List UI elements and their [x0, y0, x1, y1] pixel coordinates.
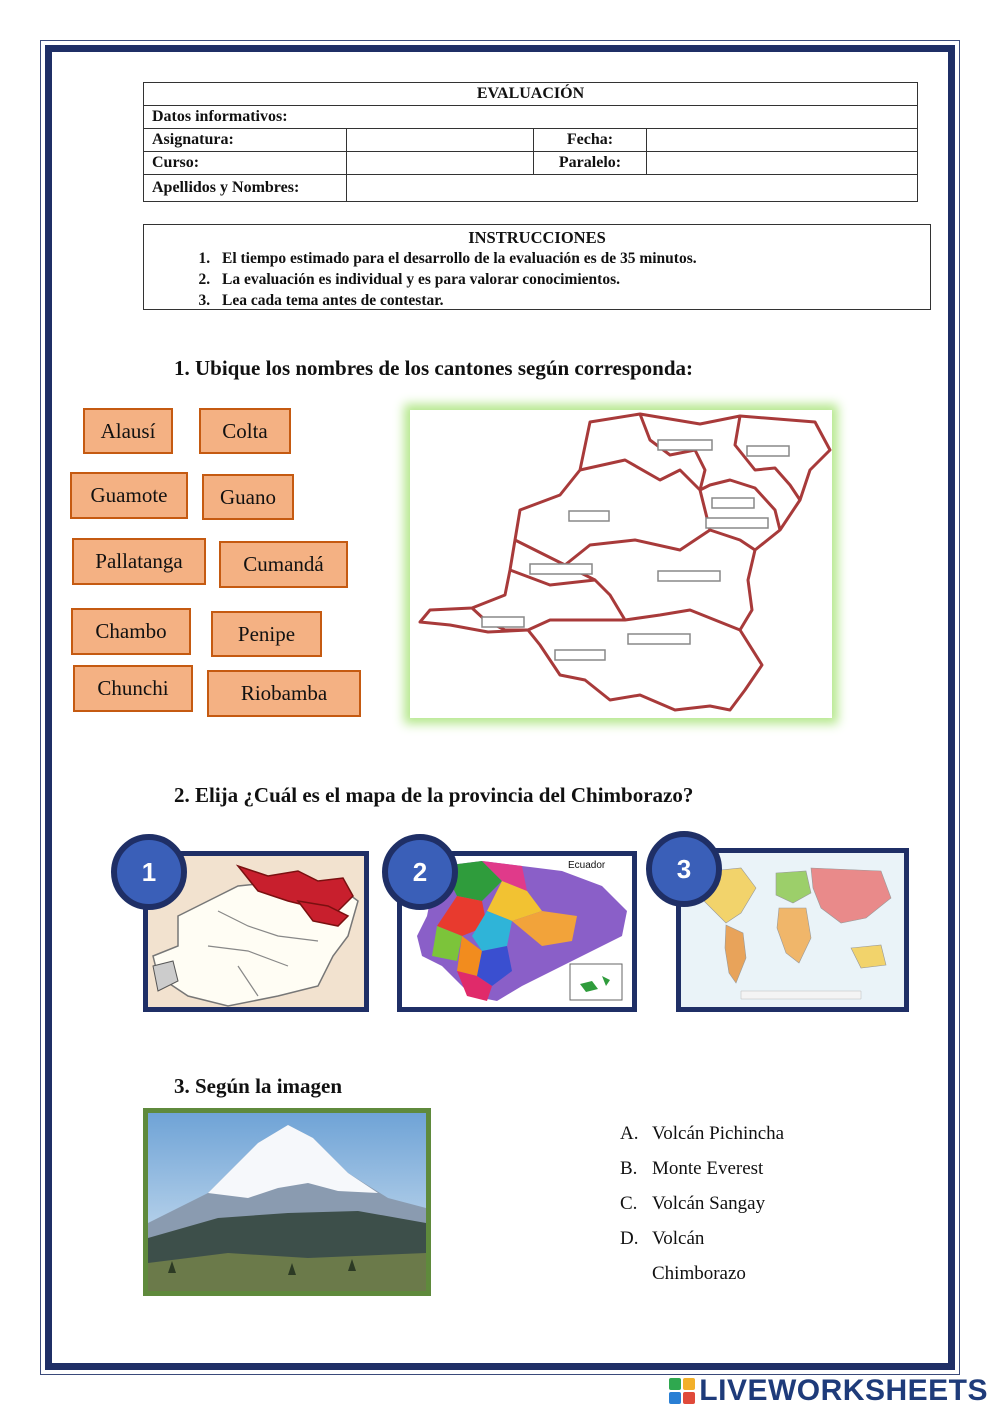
drop-box[interactable] [747, 446, 789, 456]
drop-box[interactable] [482, 617, 524, 627]
drop-box[interactable] [569, 511, 609, 521]
answer-option-b[interactable] [620, 1151, 784, 1186]
curso-field[interactable] [347, 152, 534, 175]
question-2-title: 2. Elija ¿Cuál es el mapa de la provincia del Chimborazo? [174, 783, 694, 807]
asignatura-label: Asignatura: [144, 129, 347, 152]
drop-box[interactable] [628, 634, 690, 644]
canton-chip-cumanda[interactable]: Cumandá [219, 541, 348, 588]
answer-option-c[interactable] [620, 1186, 784, 1221]
answer-text: Volcán Pichincha [652, 1122, 785, 1144]
answer-option-a[interactable] [620, 1116, 784, 1151]
canton-chip-colta[interactable]: Colta [199, 408, 291, 454]
fecha-label: Fecha: [534, 129, 647, 152]
header-table [143, 82, 918, 202]
nombres-label: Apellidos y Nombres: [144, 175, 347, 202]
instructions-box [143, 224, 931, 310]
answer-letter: D. [620, 1227, 639, 1249]
instructions-list [144, 248, 930, 311]
liveworksheets-logo-icon [669, 1378, 695, 1404]
answer-option-d[interactable] [620, 1221, 784, 1256]
drop-box[interactable] [658, 440, 712, 450]
fecha-field[interactable] [647, 129, 918, 152]
instruction-item: 3. Lea cada tema antes de contestar. [214, 290, 930, 311]
chimborazo-cantons-map [410, 410, 832, 718]
option-badge-3[interactable]: 3 [646, 831, 722, 907]
drop-box[interactable] [712, 498, 754, 508]
canton-chip-pallatanga[interactable]: Pallatanga [72, 538, 206, 585]
canton-chip-guamote[interactable]: Guamote [70, 472, 188, 519]
question-3-title: 3. Según la imagen [174, 1074, 343, 1098]
curso-label: Curso: [144, 152, 347, 175]
datos-label: Datos informativos: [144, 106, 918, 129]
answer-text: Volcán [652, 1227, 705, 1249]
liveworksheets-logo [669, 1374, 988, 1408]
answer-text: Chimborazo [652, 1262, 746, 1284]
logo-text: LIVEWORKSHEETS [699, 1374, 988, 1407]
instruction-item: 2. La evaluación es individual y es para valorar conocimientos. [214, 269, 930, 290]
canton-chip-chunchi[interactable]: Chunchi [73, 665, 193, 712]
answer-letter: C. [620, 1192, 638, 1214]
canton-chip-guano[interactable]: Guano [202, 474, 294, 520]
nombres-field[interactable] [347, 175, 918, 202]
option-badge-2[interactable]: 2 [382, 834, 458, 910]
option-badge-1[interactable]: 1 [111, 834, 187, 910]
paralelo-field[interactable] [647, 152, 918, 175]
ecuador-map-label: Ecuador [568, 860, 606, 871]
canton-outline-map [410, 410, 832, 718]
canton-chip-riobamba[interactable]: Riobamba [207, 670, 361, 717]
canton-chip-alausi[interactable]: Alausí [83, 408, 173, 454]
canton-chip-chambo[interactable]: Chambo [71, 608, 191, 655]
drop-box[interactable] [658, 571, 720, 581]
canton-chip-penipe[interactable]: Penipe [211, 611, 322, 657]
asignatura-field[interactable] [347, 129, 534, 152]
answer-letter: B. [620, 1157, 638, 1179]
answer-option-d-continued [620, 1256, 784, 1291]
drop-box[interactable] [530, 564, 592, 574]
answer-letter: A. [620, 1122, 639, 1144]
drop-box[interactable] [555, 650, 605, 660]
drop-box[interactable] [706, 518, 768, 528]
paralelo-label: Paralelo: [534, 152, 647, 175]
answer-text: Monte Everest [652, 1157, 764, 1179]
answer-options [620, 1116, 784, 1291]
snowy-volcano-image [148, 1113, 426, 1291]
instructions-title: INSTRUCCIONES [468, 228, 606, 247]
answer-text: Volcán Sangay [652, 1192, 766, 1214]
question-1-title: 1. Ubique los nombres de los cantones según corresponda: [174, 356, 694, 380]
evaluation-title: EVALUACIÓN [144, 83, 918, 106]
instruction-item: 1. El tiempo estimado para el desarrollo de la evaluación es de 35 minutos. [214, 248, 930, 269]
volcano-photo [143, 1108, 431, 1296]
